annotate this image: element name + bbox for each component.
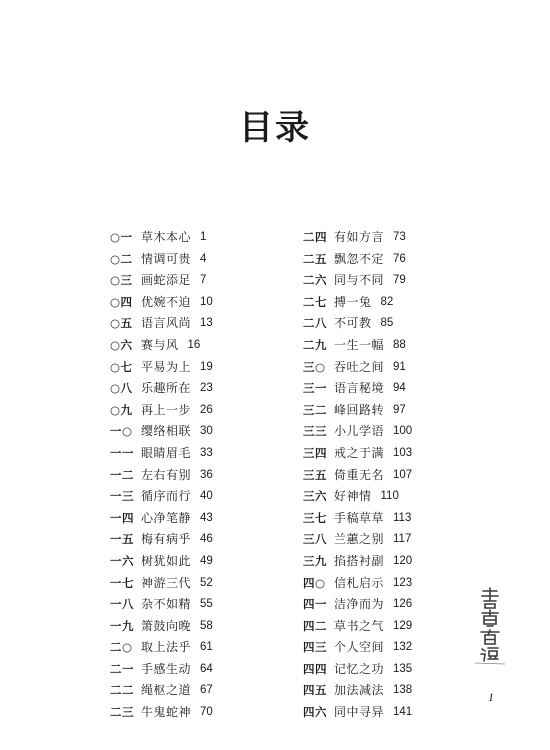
toc-entry-number: 二六: [303, 273, 327, 288]
page-title: 目录: [239, 107, 311, 148]
toc-entry-title: 小儿学语: [334, 424, 385, 439]
toc-entry-page: 126: [393, 598, 413, 611]
toc-entry-number: 三一: [303, 381, 327, 396]
toc-entry-page: 26: [200, 403, 213, 416]
toc-entry-number: 四三: [303, 640, 327, 655]
toc-entry-title: 取上法乎: [141, 640, 192, 655]
toc-entry[interactable]: [110, 616, 213, 638]
toc-entry-number: ○九: [110, 402, 133, 417]
toc-entry-number: 一二: [110, 467, 134, 482]
toc-entry[interactable]: [303, 292, 412, 314]
toc-entry-page: 19: [200, 360, 213, 373]
toc-entry-number: ○五: [110, 316, 133, 331]
toc-entry-title: 优婉不迫: [141, 294, 192, 309]
toc-entry-page: 23: [200, 382, 213, 395]
toc-entry-number: 一三: [110, 489, 134, 504]
toc-entry-page: 103: [393, 446, 413, 459]
toc-entry-title: 吞吐之间: [334, 359, 385, 374]
toc-entry-number: 三○: [303, 359, 326, 374]
toc-entry[interactable]: [110, 486, 213, 508]
toc-entry-title: 好神情: [334, 489, 372, 504]
toc-entry-number: 二三: [110, 705, 134, 720]
toc-entry-number: 三六: [303, 489, 327, 504]
toc-entry[interactable]: [303, 508, 412, 530]
toc-entry-page: 7: [200, 274, 207, 287]
toc-entry-page: 88: [393, 338, 406, 351]
toc-entry[interactable]: [110, 529, 213, 551]
toc-entry-title: 牛鬼蛇神: [141, 705, 192, 720]
toc-entry-title: 绳枢之道: [141, 683, 192, 698]
toc-entry[interactable]: [303, 421, 412, 443]
toc-entry-number: 二二: [110, 683, 134, 698]
toc-entry[interactable]: [110, 270, 213, 292]
toc-entry[interactable]: [110, 421, 213, 443]
toc-entry-title: 加法减法: [334, 683, 385, 698]
toc-entry-number: 二八: [303, 316, 327, 331]
toc-entry-page: 79: [393, 274, 406, 287]
toc-entry[interactable]: [110, 227, 213, 249]
toc-entry[interactable]: [110, 702, 213, 724]
toc-entry-title: 信札启示: [334, 575, 385, 590]
toc-entry[interactable]: [303, 680, 412, 702]
toc-entry-number: ○三: [110, 273, 133, 288]
toc-entry[interactable]: [303, 486, 412, 508]
toc-entry-page: 73: [393, 231, 406, 243]
toc-entry-page: 141: [393, 706, 413, 719]
toc-entry[interactable]: [303, 335, 412, 357]
toc-entry-title: 戒之于满: [334, 445, 385, 460]
seal-stamp: [473, 585, 507, 667]
toc-entry-page: 67: [200, 684, 213, 697]
toc-entry-page: 135: [393, 662, 413, 675]
toc-entry-page: 85: [380, 317, 394, 330]
toc-entry-title: 循序而行: [141, 489, 192, 504]
toc-entry[interactable]: [110, 508, 213, 530]
toc-entry-page: 30: [200, 425, 213, 438]
toc-entry[interactable]: [303, 313, 412, 335]
toc-entry-title: 兰蕙之别: [334, 532, 385, 547]
toc-entry[interactable]: [110, 443, 213, 465]
toc-entry-title: 平易为上: [141, 359, 192, 374]
toc-entry-title: 不可教: [334, 316, 372, 331]
toc-entry-page: 4: [200, 252, 207, 265]
toc-entry-number: 四二: [303, 618, 327, 633]
toc-entry-page: 110: [380, 490, 399, 503]
toc-entry-page: 129: [393, 619, 413, 632]
toc-entry[interactable]: [303, 400, 412, 422]
toc-entry-title: 语言秘境: [334, 381, 385, 396]
toc-entry-page: 49: [200, 554, 213, 567]
toc-entry-title: 有如方言: [334, 230, 385, 244]
toc-entry-title: 倚重无名: [334, 467, 385, 482]
toc-entry-number: ○四: [110, 294, 133, 309]
toc-entry[interactable]: [110, 594, 213, 616]
toc-entry-number: 四五: [303, 683, 327, 698]
toc-entry-number: 二○: [110, 640, 133, 655]
toc-entry-title: 手稿草草: [334, 510, 385, 525]
toc-entry-page: 55: [200, 598, 213, 611]
toc-entry[interactable]: [303, 659, 412, 681]
toc-entry[interactable]: [110, 335, 213, 357]
toc-entry-page: 13: [200, 317, 213, 330]
toc-entry-page: 16: [187, 338, 201, 351]
toc-entry-number: 四六: [303, 705, 327, 720]
toc-entry-page: 10: [200, 295, 213, 308]
toc-entry-page: 40: [200, 490, 213, 503]
toc-entry[interactable]: [303, 573, 412, 595]
toc-entry-title: 左右有别: [141, 467, 192, 482]
toc-entry-number: 三五: [303, 467, 327, 482]
toc-entry[interactable]: [110, 313, 213, 335]
toc-entry-number: 三二: [303, 402, 327, 417]
toc-entry[interactable]: [303, 227, 412, 249]
toc-entry[interactable]: [110, 659, 213, 681]
toc-entry-number: 一九: [110, 618, 134, 633]
toc-entry-title: 掐搭衬副: [334, 553, 385, 568]
toc-entry-title: 洁净而为: [334, 597, 385, 612]
toc-entry[interactable]: [303, 249, 412, 271]
toc-entry-number: ○七: [110, 359, 133, 374]
toc-entry-title: 箫鼓向晚: [141, 618, 192, 633]
toc-entry-number: ○二: [110, 251, 133, 266]
toc-entry-page: 70: [200, 706, 213, 719]
toc-entry-page: 97: [393, 403, 406, 416]
toc-entry-number: 二七: [303, 294, 327, 309]
toc-entry-number: 三三: [303, 424, 327, 439]
toc-entry[interactable]: [303, 357, 412, 379]
toc-entry[interactable]: [110, 378, 213, 400]
toc-entry-number: 四四: [303, 661, 327, 676]
toc-entry-page: 43: [200, 511, 213, 524]
toc-entry-page: 120: [393, 554, 413, 567]
toc-entry-number: 一四: [110, 510, 134, 525]
toc-column-left: [110, 227, 213, 724]
page-number: 1: [488, 690, 494, 704]
toc-entry-title: 记忆之功: [334, 661, 385, 676]
toc-entry-title: 同与不同: [334, 273, 385, 288]
toc-entry-title: 再上一步: [141, 402, 192, 417]
toc-entry[interactable]: [303, 270, 412, 292]
toc-entry-title: 杂不如精: [141, 597, 192, 612]
toc-entry-title: 情调可贵: [141, 251, 192, 266]
toc-entry-number: 四○: [303, 575, 326, 590]
toc-entry-title: 峰回路转: [334, 402, 385, 417]
toc-entry-page: 33: [200, 446, 213, 459]
toc-entry-page: 94: [393, 382, 406, 395]
toc-entry-title: 树犹如此: [141, 553, 192, 568]
toc-entry[interactable]: [110, 357, 213, 379]
toc-entry-number: ○八: [110, 381, 133, 396]
toc-entry-number: 三七: [303, 510, 327, 525]
toc-entry-title: 梅有病乎: [141, 532, 192, 547]
toc-entry-page: 58: [200, 619, 213, 632]
toc-entry-number: 一五: [110, 532, 134, 547]
toc-entry-title: 神游三代: [141, 575, 192, 590]
toc-entry-page: 64: [200, 662, 213, 675]
toc-entry[interactable]: [303, 702, 412, 724]
toc-entry-title: 语言风尚: [141, 316, 192, 331]
toc-entry-page: 132: [393, 641, 413, 654]
toc-entry-number: 三四: [303, 445, 327, 460]
toc-entry-number: 三九: [303, 553, 327, 568]
toc-entry-number: ○一: [110, 230, 133, 244]
toc-entry[interactable]: [303, 637, 412, 659]
toc-entry[interactable]: [110, 400, 213, 422]
toc-entry-title: 手感生动: [141, 661, 192, 676]
toc-entry-page: 107: [393, 468, 413, 481]
toc-entry-title: 赛与风: [141, 337, 179, 352]
toc-entry-title: 飘忽不定: [334, 251, 385, 266]
toc-entry-number: 一七: [110, 575, 134, 590]
toc-entry-title: 一生一幅: [334, 337, 385, 352]
toc-entry-number: 四一: [303, 597, 327, 612]
toc-entry-page: 76: [393, 252, 406, 265]
toc-entry-number: 二一: [110, 661, 134, 676]
toc-entry[interactable]: [303, 594, 412, 616]
toc-entry-title: 个人空间: [334, 640, 385, 655]
toc-entry[interactable]: [110, 551, 213, 573]
toc-entry-number: 一八: [110, 597, 134, 612]
toc-entry-page: 113: [393, 511, 412, 524]
toc-entry[interactable]: [110, 637, 213, 659]
toc-entry-title: 草木本心: [141, 230, 192, 244]
toc-entry-number: 二五: [303, 251, 327, 266]
toc-entry-page: 91: [393, 360, 406, 373]
toc-entry-title: 缨络相联: [141, 424, 192, 439]
toc-entry[interactable]: [303, 443, 412, 465]
toc-entry-title: 眼睛眉毛: [141, 445, 192, 460]
toc-entry[interactable]: [110, 249, 213, 271]
toc-entry-number: 一一: [110, 445, 134, 460]
toc-entry-page: 138: [393, 684, 413, 697]
toc-entry-title: 乐趣所在: [141, 381, 192, 396]
toc-column-right: [303, 227, 412, 724]
toc-entry-number: ○六: [110, 337, 133, 352]
toc-entry[interactable]: [110, 465, 213, 487]
toc-entry[interactable]: [110, 573, 213, 595]
toc-entry-title: 画蛇添足: [141, 273, 192, 288]
toc-entry[interactable]: [303, 465, 412, 487]
toc-entry-number: 三八: [303, 532, 327, 547]
toc-entry-page: 52: [200, 576, 213, 589]
toc-entry-title: 搏一兔: [334, 294, 372, 309]
toc-entry-number: 一六: [110, 553, 134, 568]
toc-entry-title: 心净笔静: [141, 510, 192, 525]
toc-entry-page: 100: [393, 425, 413, 438]
toc-entry-title: 同中寻异: [334, 705, 385, 720]
toc-entry[interactable]: [110, 292, 213, 314]
toc-entry-page: 1: [200, 231, 207, 243]
toc-entry-number: 二九: [303, 337, 327, 352]
toc-entry-number: 二四: [303, 230, 327, 244]
toc-entry-page: 117: [393, 533, 412, 546]
toc-entry[interactable]: [303, 378, 412, 400]
toc-entry-title: 草书之气: [334, 618, 385, 633]
toc-entry-page: 82: [380, 295, 394, 308]
toc-entry[interactable]: [303, 616, 412, 638]
toc-entry-page: 61: [200, 641, 213, 654]
toc-entry-page: 123: [393, 576, 413, 589]
toc-entry[interactable]: [110, 680, 213, 702]
toc-entry[interactable]: [303, 551, 412, 573]
toc-entry-number: 一○: [110, 424, 133, 439]
toc-entry-page: 46: [200, 533, 213, 546]
toc-entry[interactable]: [303, 529, 412, 551]
toc-entry-page: 36: [200, 468, 213, 481]
